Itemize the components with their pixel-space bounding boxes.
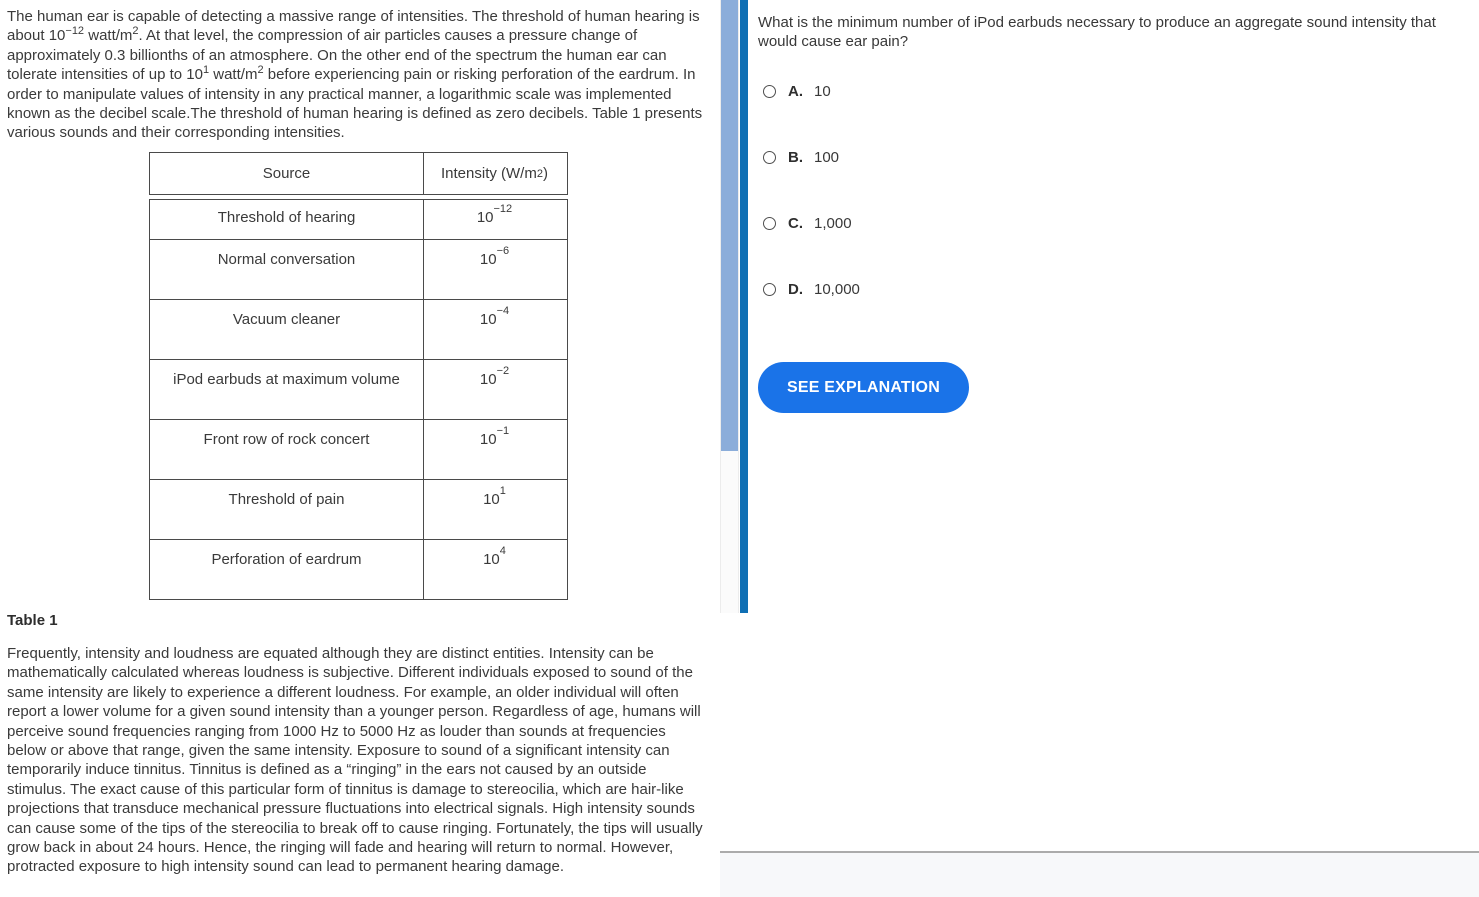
table-cell-source: Normal conversation [217,251,356,268]
bottom-bar [720,851,1479,897]
answer-option-b[interactable] [758,149,860,165]
table-cell-source: Threshold of pain [228,491,345,508]
table-cell-intensity: 10 1 [423,480,565,539]
option-letter: C. [788,214,803,232]
table-row [150,359,567,419]
table-row [150,419,567,479]
see-explanation-button[interactable]: SEE EXPLANATION [758,362,969,413]
table-cell-source: Front row of rock concert [203,431,370,448]
option-letter: B. [788,148,803,166]
table-row [150,200,567,239]
table-caption: Table 1 [7,612,58,629]
radio-button[interactable] [763,283,776,296]
option-value: 1,000 [814,214,852,232]
table-header-source: Source [262,165,311,182]
table-row [150,479,567,539]
intensity-table [149,152,568,600]
table-cell-intensity: 10 −12 [423,200,565,239]
answer-option-d[interactable] [758,281,860,297]
table-row [150,239,567,299]
table-cell-source: Perforation of eardrum [211,551,362,568]
table-body [149,199,568,600]
radio-button[interactable] [763,151,776,164]
option-value: 100 [814,148,840,166]
radio-button[interactable] [763,85,776,98]
table-row [150,299,567,359]
scrollbar[interactable] [720,0,739,613]
table-cell-intensity: 10 −2 [423,360,565,419]
table-header-row [149,152,568,195]
radio-button[interactable] [763,217,776,230]
passage-paragraph-1: The human ear is capable of detecting a massive range of intensities. The threshold of human hearing is about $10^{-12}$ watt/$m^2$. At that level, the compression of air particles causes a pressure change of approximately 0.3 billionths of an atmosphere. On the other end of the spectrum the human ear can tolerate intensities of up to $10^1$ watt/$m^2$ before experiencing pain or risking perforation of the eardrum. In order to manipulate values of intensity in any practical manner, a logarithmic scale was implemented known as the decibel scale.The threshold of human hearing is defined as zero decibels. Table 1 presents various sounds and their corresponding intensities. [7,8,703,142]
table-cell-intensity: 10 −4 [423,300,565,359]
answer-options [758,83,860,347]
table-cell-intensity: 10 4 [423,540,565,599]
answer-option-a[interactable] [758,83,860,99]
table-header-intensity: Intensity (W/m 2 ) [423,153,565,194]
option-letter: D. [788,280,803,298]
table-cell-source: Threshold of hearing [217,209,356,226]
question-text: What is the minimum number of iPod earbuds necessary to produce an aggregate sound intensity that would cause ear pain? [758,14,1436,50]
passage-paragraph-2: Frequently, intensity and loudness are equated although they are distinct entities. Intensity can be mathematically calculated whereas loudness is subjective. Different individuals exposed to sound of the same intensity are likely to experience a different loudness. For example, an older individual will often report a lower volume for a given sound intensity than a younger person. Regardless of age, humans will perceive sound frequencies ranging from 1000 Hz to 5000 Hz as louder than sounds at frequencies below or above that range, given the same intensity. Exposure to sound of a significant intensity can temporarily induce tinnitus. Tinnitus is defined as a “ringing” in the ears not caused by an outside stimulus. The exact cause of this particular form of tinnitus is damage to stereocilia, which are hair-like projections that transduce mechanical pressure fluctuations into electrical signals. High intensity sounds can cause some of the tips of the stereocilia to break off to cause ringing. Fortunately, the tips will usually grow back in about 24 hours. Hence, the ringing will fade and hearing will return to normal. However, protracted exposure to high intensity sound can lead to permanent hearing damage. [7,645,703,876]
option-value: 10 [814,82,831,100]
option-letter: A. [788,82,803,100]
table-cell-intensity: 10 −6 [423,240,565,299]
table-cell-intensity: 10 −1 [423,420,565,479]
table-row [150,539,567,599]
scrollbar-thumb[interactable] [721,0,738,451]
answer-option-c[interactable] [758,215,860,231]
option-value: 10,000 [814,280,860,298]
table-cell-source: iPod earbuds at maximum volume [173,371,400,388]
passage-pane [0,0,720,897]
table-cell-source: Vacuum cleaner [232,311,341,328]
question-pane-accent-bar [740,0,748,613]
